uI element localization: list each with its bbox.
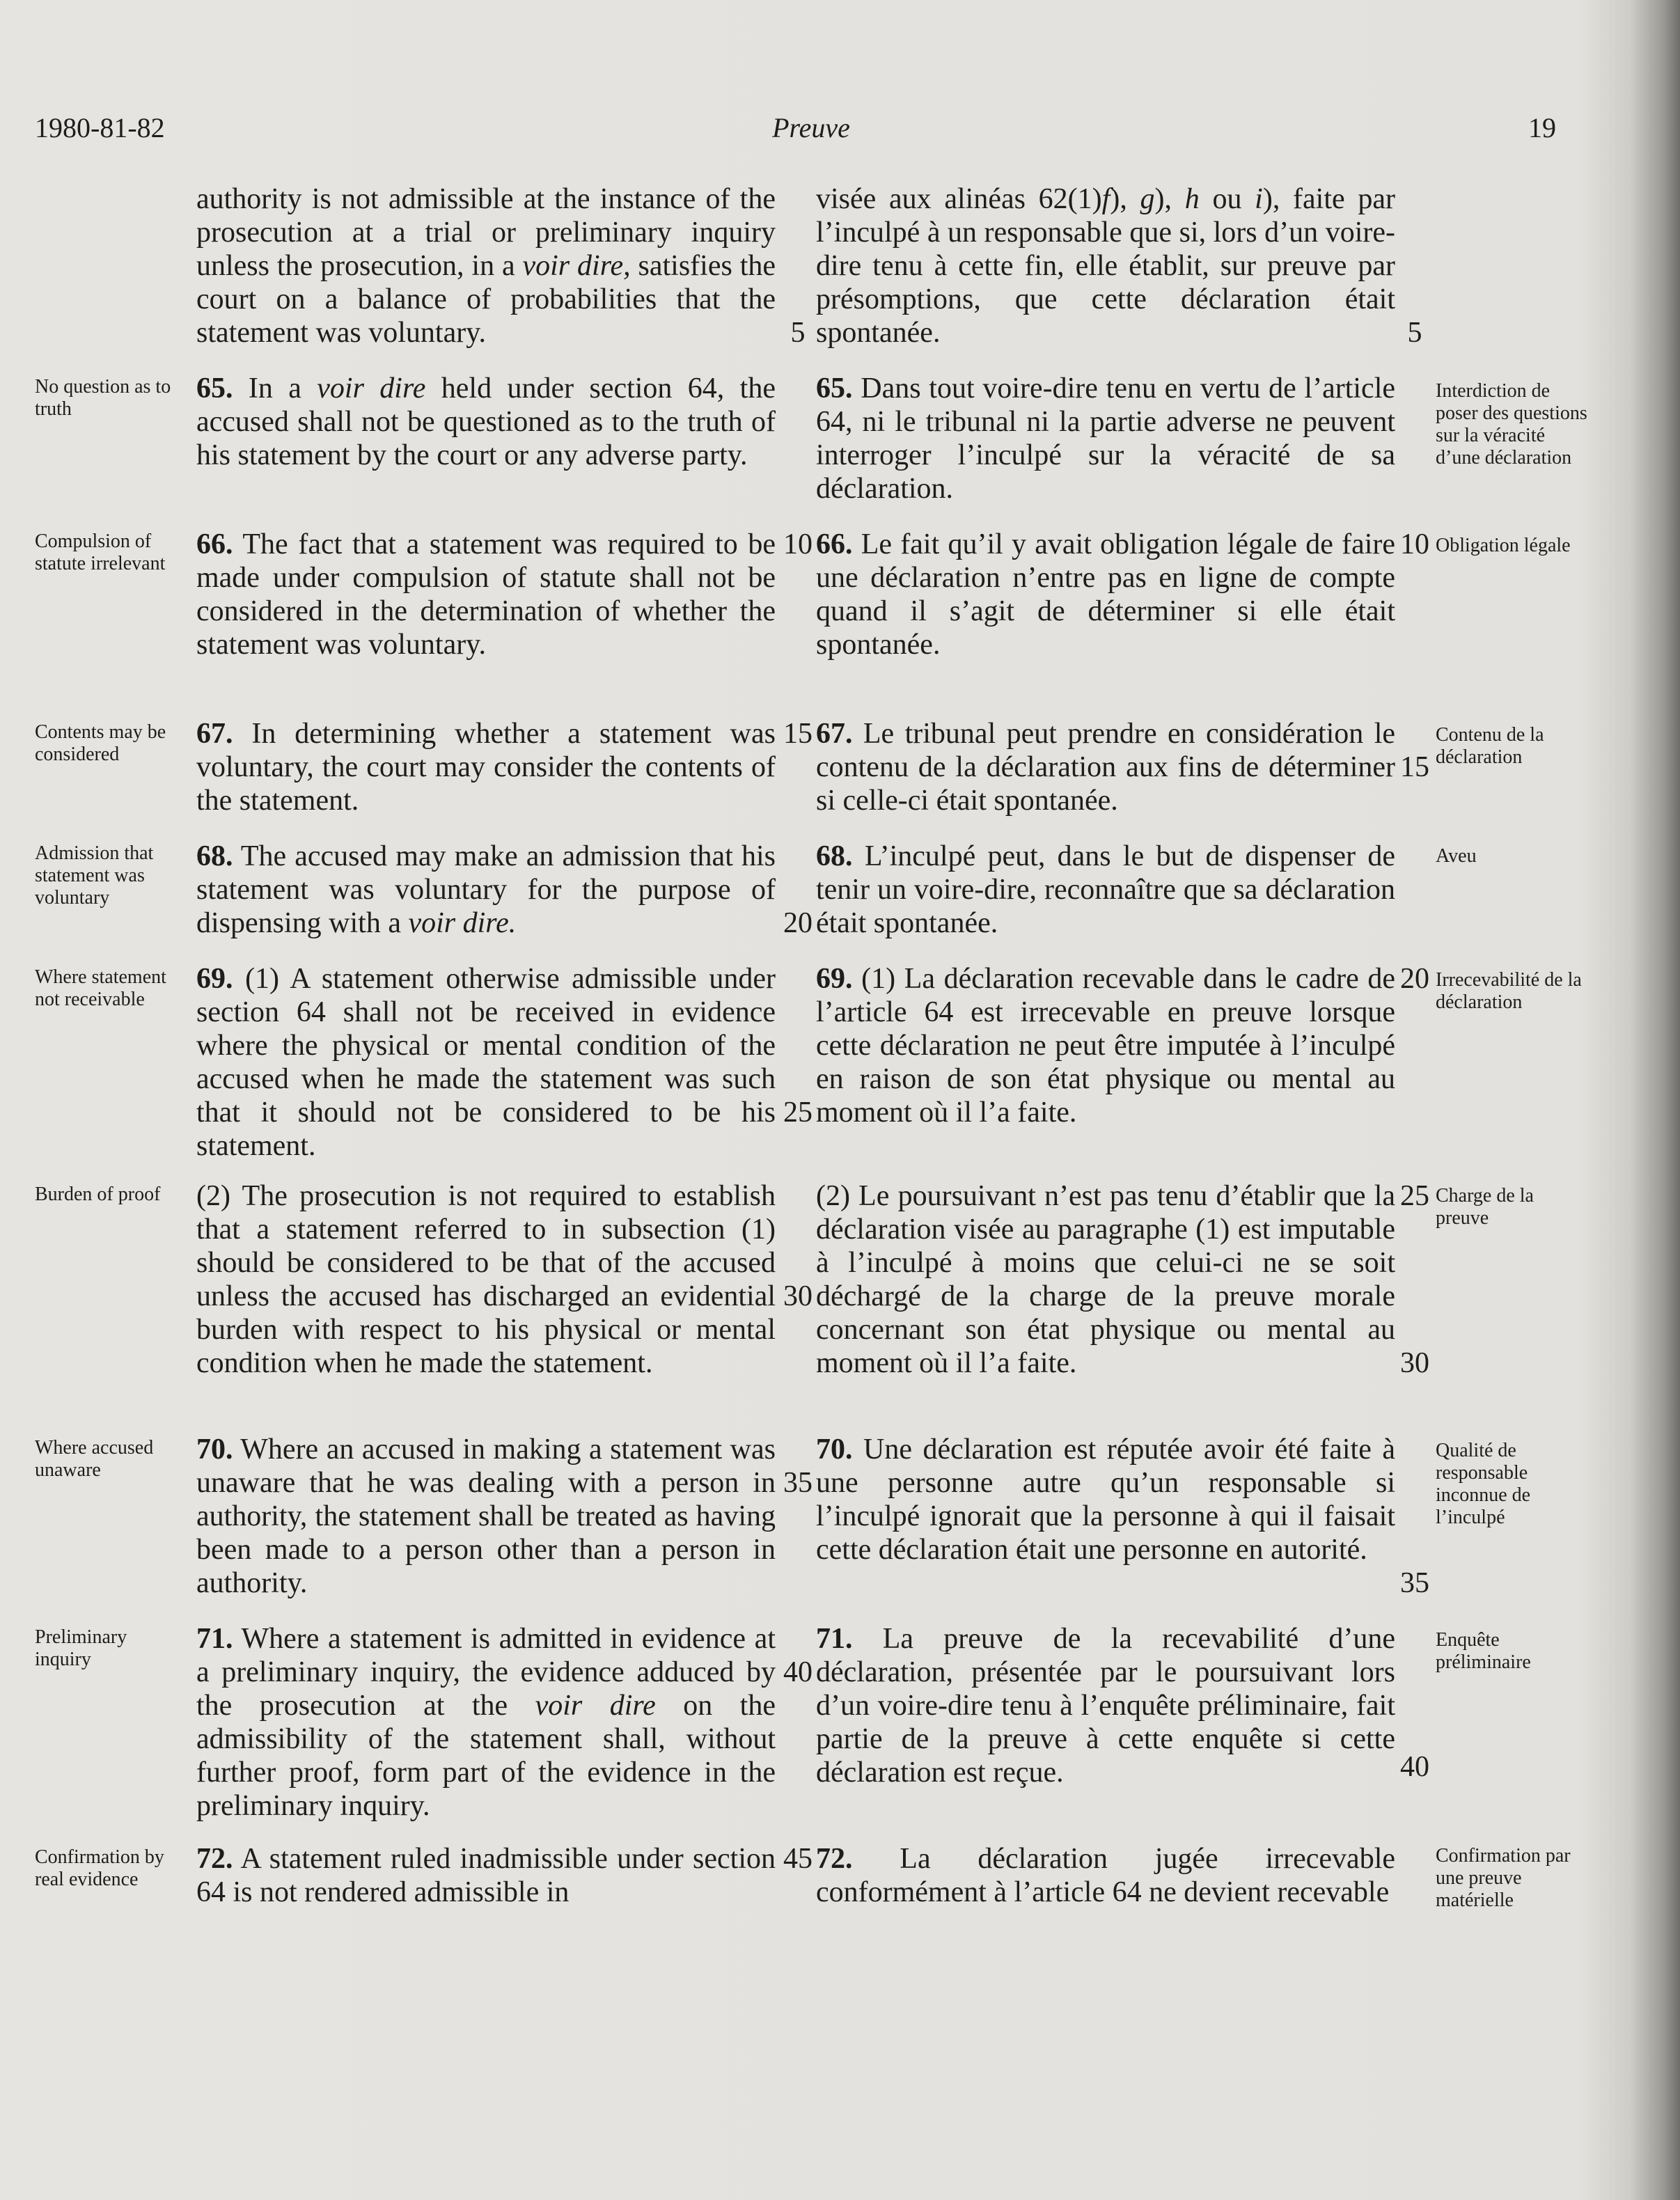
margin-note-left-71: Preliminary inquiry bbox=[35, 1626, 127, 1670]
english-intro-paragraph: authority is not admissible at the instance of the prosecution at a trial or preliminary inquiry unless the prosecution, in a voir dire, satisfies the court on a balance of probabilities that the statement was voluntary. bbox=[196, 183, 776, 349]
line-number: 35 bbox=[1400, 1567, 1429, 1599]
french-section-72: 72. La déclaration jugée irrecevable conformément à l’article 64 ne devient recevable bbox=[816, 1843, 1396, 1908]
line-number: 15 bbox=[783, 718, 812, 750]
line-number: 10 bbox=[783, 528, 812, 560]
margin-note-right-65: Interdiction de poser des questions sur la véracité d’une déclaration bbox=[1436, 380, 1587, 469]
line-number: 40 bbox=[1400, 1751, 1429, 1783]
french-section-71: 71. La preuve de la recevabilité d’une déclaration, présentée par le poursuivant lors d’un voire-dire tenu à l’enquête préliminaire, fait partie de la preuve à cette enquête si cette déclaration est reçue. bbox=[816, 1623, 1395, 1789]
margin-note-right-68: Aveu bbox=[1436, 845, 1477, 867]
english-section-68: 68. The accused may make an admission that his statement was voluntary for the purpose of dispensing with a voir dire. bbox=[196, 840, 776, 939]
french-section-65: 65. Dans tout voire-dire tenu en vertu de l’article 64, ni le tribunal ni la partie adverse ne peuvent interroger l’inculpé sur la véracité de sa déclaration. bbox=[816, 372, 1396, 505]
line-number: 45 bbox=[783, 1843, 812, 1875]
french-section-69: 69. (1) La déclaration recevable dans le cadre de l’article 64 est irrecevable en preuve lorsque cette déclaration ne peut être imputée à l’inculpé en raison de son état physique ou mental au moment où il l’a faite. bbox=[816, 963, 1396, 1129]
margin-note-right-71: Enquête préliminaire bbox=[1436, 1629, 1531, 1673]
english-section-71: 71. Where a statement is admitted in evidence at a preliminary inquiry, the evidence adduced by the prosecution at the voir dire on the admissibility of the statement shall, without further proof, form part of the evidence in the preliminary inquiry. bbox=[196, 1623, 776, 1822]
margin-note-left-66: Compulsion of statute irrelevant bbox=[35, 531, 166, 574]
line-number: 20 bbox=[1400, 963, 1429, 995]
margin-note-right-67: Contenu de la déclaration bbox=[1436, 724, 1544, 768]
margin-note-left-67: Contents may be considered bbox=[35, 721, 166, 765]
french-section-70: 70. Une déclaration est réputée avoir été faite à une personne autre qu’un responsable si l’inculpé ignorait que la personne à qui il faisait cette déclaration était une personne en autorité. bbox=[816, 1433, 1396, 1566]
margin-note-left-72: Confirmation by real evidence bbox=[35, 1846, 164, 1890]
margin-note-left-65: No question as to truth bbox=[35, 376, 171, 420]
margin-note-left-69: Where statement not receivable bbox=[35, 966, 166, 1010]
english-section-69: 69. (1) A statement otherwise admissible under section 64 shall not be received in evidence where the physical or mental condition of the accused when he made the statement was such that it should not be considered to be his statement. bbox=[196, 963, 776, 1162]
margin-note-left-69-2: Burden of proof bbox=[35, 1184, 161, 1205]
running-header-year: 1980-81-82 bbox=[35, 112, 165, 143]
line-number: 10 bbox=[1400, 528, 1429, 560]
line-number: 25 bbox=[783, 1097, 812, 1129]
page-number: 19 bbox=[1528, 112, 1556, 143]
english-section-65: 65. In a voir dire held under section 64, the accused shall not be questioned as to the truth of his statement by the court or any adverse party. bbox=[196, 372, 776, 471]
margin-note-right-69-2: Charge de la preuve bbox=[1436, 1185, 1534, 1229]
margin-note-right-72: Confirmation par une preuve matérielle bbox=[1436, 1845, 1571, 1911]
english-section-70: 70. Where an accused in making a statement was unaware that he was dealing with a person in authority, the statement shall be treated as having been made to a person other than a person in authority. bbox=[196, 1433, 776, 1599]
line-number: 30 bbox=[1400, 1347, 1429, 1379]
margin-note-left-70: Where accused unaware bbox=[35, 1437, 154, 1481]
french-intro-paragraph: visée aux alinéas 62(1)f), g), h ou i), faite par l’inculpé à un responsable que si, lors d’un voire-dire tenu à cette fin, elle établit, sur preuve par présomptions, que cette déclaration était spontanée. bbox=[816, 183, 1395, 349]
margin-note-left-68: Admission that statement was voluntary bbox=[35, 842, 154, 909]
line-number: 5 bbox=[1407, 317, 1422, 349]
english-section-72: 72. A statement ruled inadmissible under section 64 is not rendered admissible in bbox=[196, 1843, 776, 1908]
margin-note-right-69: Irrecevabilité de la déclaration bbox=[1436, 969, 1582, 1013]
running-header-title: Preuve bbox=[772, 112, 850, 143]
french-section-66: 66. Le fait qu’il y avait obligation légale de faire une déclaration n’entre pas en ligne de compte quand il s’agit de déterminer si elle était spontanée. bbox=[816, 528, 1396, 661]
line-number: 15 bbox=[1400, 751, 1429, 783]
french-section-67: 67. Le tribunal peut prendre en considération le contenu de la déclaration aux fins de déterminer si celle-ci était spontanée. bbox=[816, 718, 1396, 817]
french-section-69-2: (2) Le poursuivant n’est pas tenu d’établir que la déclaration visée au paragraphe (1) est imputable à l’inculpé à moins que celui-ci ne se soit déchargé de la charge de la preuve morale concernant son état physique ou mental au moment où il l’a faite. bbox=[816, 1180, 1395, 1379]
margin-note-right-66: Obligation légale bbox=[1436, 535, 1571, 556]
line-number: 5 bbox=[790, 317, 806, 349]
line-number: 25 bbox=[1400, 1180, 1429, 1212]
margin-note-right-70: Qualité de responsable inconnue de l’inculpé bbox=[1436, 1440, 1531, 1528]
english-section-69-2: (2) The prosecution is not required to establish that a statement referred to in subsection (1) should be considered to be that of the accused unless the accused has discharged an evidential burden with respect to his physical or mental condition when he made the statement. bbox=[196, 1180, 776, 1379]
english-section-66: 66. The fact that a statement was required to be made under compulsion of statute shall not be considered in the determination of whether the statement was voluntary. bbox=[196, 528, 776, 661]
line-number: 35 bbox=[783, 1467, 812, 1499]
french-section-68: 68. L’inculpé peut, dans le but de dispenser de tenir un voire-dire, reconnaître que sa déclaration était spontanée. bbox=[816, 840, 1395, 939]
line-number: 40 bbox=[783, 1656, 812, 1688]
line-number: 20 bbox=[783, 907, 812, 939]
english-section-67: 67. In determining whether a statement was voluntary, the court may consider the contents of the statement. bbox=[196, 718, 776, 817]
line-number: 30 bbox=[783, 1280, 812, 1312]
